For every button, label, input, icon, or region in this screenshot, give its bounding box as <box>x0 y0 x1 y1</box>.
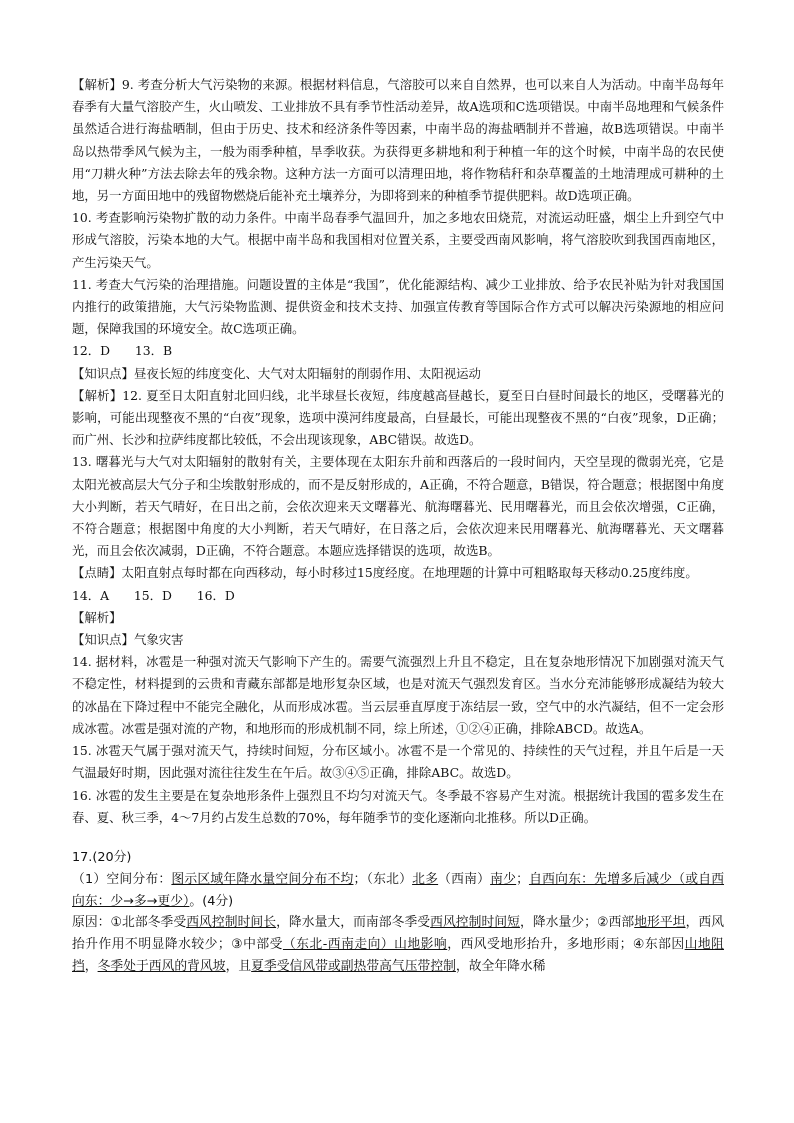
analysis-section <box>72 74 724 829</box>
analysis-q11: 11. 考查大气污染的治理措施。问题设置的主体是“我国”，优化能源结构、减少工业排放、给予农民补贴为针对我国国内推行的政策措施，大气污染物监测、提供资金和技术支持、加强宣传教育等国际合作方式可以解决污染源地的相应问题，保障我国的环境安全。故C选项正确。 <box>72 276 724 337</box>
answers-14-16: 14．A 15．D 16．D <box>72 587 235 603</box>
q17-l1-underlined: 北多 <box>412 871 439 887</box>
q17-l1-underlined: 自西向东：先增多后减少（或自西向东：少→多→更少） <box>72 871 725 909</box>
analysis-q15: 15. 冰雹天气属于强对流天气，持续时间短，分布区域小。冰雹不是一个常见的、持续性的天气过程，并且午后是一天气温最好时期，因此强对流往往发生在午后。故③④⑤正确，排除ABC。故选D。 <box>72 743 724 781</box>
q17-r-part: ，西风抬升作用不明显降水较少；③中部受 <box>72 915 725 953</box>
q17-r-underlined: 地形平坦 <box>634 915 686 931</box>
knowledge-point-12-13: 【知识点】昼夜长短的纬度变化、大气对太阳辐射的削弱作用、太阳视运动 <box>72 365 481 381</box>
q17-reasons <box>72 912 724 977</box>
q17-l1-part: 。(4分) <box>189 893 234 909</box>
question-17-answer <box>72 847 724 978</box>
q17-r-underlined: 西风控制时间短 <box>430 915 520 931</box>
q17-r-part: ，且 <box>225 958 252 974</box>
q17-l1-part: （1）空间分布： <box>72 871 172 887</box>
q17-r-part: 原因：①北部冬季受 <box>72 915 187 931</box>
q17-r-part: ，降水量少；②西部 <box>519 915 635 931</box>
section-gap <box>72 829 724 847</box>
analysis-q13: 13. 曙暮光与大气对太阳辐射的散射有关，主要体现在太阳东升前和西落后的一段时间内，天空呈现的微弱光亮，它是太阳光被高层大气分子和尘埃散射形成的，而不是反射形成的，A正确，不符合题意，B错误，符合题意；根据图中角度大小判断，若天气晴好，在日出之前，会依次迎来天文曙暮光、航海曙暮光、民用曙暮光，而且会依次增强，C正确，不符合题意；根据图中角度的大小判断，若天气晴好，在日落之后，会依次迎来民用曙暮光、航海曙暮光、天文曙暮光，而且会依次减弱，D正确，不符合题意。本题应选择错误的选项，故选B。 <box>72 454 724 559</box>
tip-note: 【点睛】太阳直射点每时都在向西移动，每小时移过15度经度。在地理题的计算中可粗略取每天移动0.25度纬度。 <box>72 565 698 581</box>
q17-l1-part: ； <box>516 871 529 887</box>
knowledge-point-14-16: 【知识点】气象灾害 <box>72 632 184 648</box>
q17-spatial-distribution <box>72 869 724 913</box>
q17-l1-underlined: 南少 <box>490 871 517 887</box>
q17-r-part: ，西风受地形抬升，多地形雨；④东部因 <box>447 937 685 953</box>
answer-page <box>72 74 724 978</box>
analysis-q12: 【解析】12. 夏至日太阳直射北回归线，北半球昼长夜短，纬度越高昼越长，夏至日白昼时间最长的地区，受曙暮光的影响，可能出现整夜不黑的“白夜”现象，选项中漠河纬度最高，白昼最长，可能出现整夜不黑的“白夜”现象，D正确；而广州、长沙和拉萨纬度都比较低，不会出现该现象，ABC错误。故选D。 <box>72 387 724 448</box>
q17-r-part: ，降水量大，而南部冬季受 <box>276 915 431 931</box>
q17-r-underlined: 冬季处于西风的背风坡 <box>97 958 226 974</box>
q17-r-part: ， <box>84 958 98 974</box>
answers-12-13: 12．D 13．B <box>72 343 173 359</box>
analysis-q10: 10. 考查影响污染物扩散的动力条件。中南半岛春季气温回升，加之多地农田烧荒，对流运动旺盛，烟尘上升到空气中形成气溶胶，污染本地的大气。根据中南半岛和我国相对位置关系，主要受西南风影响，将气溶胶吹到我国西南地区，产生污染天气。 <box>72 210 724 270</box>
q17-l1-underlined: 图示区域年降水量空间分布不均 <box>171 871 354 887</box>
analysis-q14: 14. 据材料，冰雹是一种强对流天气影响下产生的。需要气流强烈上升且不稳定，且在复杂地形情况下加剧强对流天气不稳定性，材料提到的云贵和青藏东部都是地形复杂区域，也是对流天气强烈发育区。当水分充沛能够形成凝结为较大的冰晶在下降过程中不能完全融化，从而形成冰雹。当云层垂直厚度于冻结层一致，空气中的水汽凝结，但不一定会形成冰雹。冰雹是强对流的产物，和地形而的形成机制不同，综上所述，①②④正确，排除ABCD。故选A。 <box>72 654 724 736</box>
analysis-heading: 【解析】 <box>72 609 122 625</box>
q17-l1-part: （西南） <box>438 871 491 887</box>
q17-r-part: ，故全年降水稀 <box>455 958 546 974</box>
analysis-q9: 【解析】9. 考查分析大气污染物的来源。根据材料信息，气溶胶可以来自自然界，也可以来自人为活动。中南半岛每年春季有大量气溶胶产生，火山喷发、工业排放不具有季节性活动差异，故A选项和C选项错误。中南半岛地理和气候条件虽然适合进行海盐晒制，但由于历史、技术和经济条件等因素，中南半岛的海盐晒制并不普遍，故B选项错误。中南半岛以热带季风气候为主，一般为雨季种植，旱季收获。为获得更多耕地和利于种植一年的这个时候，中南半岛的农民使用“刀耕火种”方法去除去年的残余物。这种方法一方面可以清理田地，将作物秸秆和杂草覆盖的土地清理成可耕种的土地，另一方面田地中的残留物燃烧后能补充土壤养分，为即将到来的种植季节提供肥料。故D选项正确。 <box>72 77 724 204</box>
analysis-q16: 16. 冰雹的发生主要是在复杂地形条件上强烈且不均匀对流天气。冬季最不容易产生对流。根据统计我国的雹多发生在春、夏、秋三季，4～7月约占发生总数的70%，每年随季节的变化逐渐向北推移。所以D正确。 <box>72 787 724 825</box>
q17-l1-part: ；（东北） <box>353 871 413 887</box>
q17-r-underlined: （东北-西南走向）山地影响 <box>282 937 448 953</box>
q17-r-underlined: 西风控制时间长 <box>186 915 277 931</box>
q17-header: 17.(20分) <box>72 849 132 865</box>
q17-r-underlined: 夏季受信风带或副热带高气压带控制 <box>251 958 456 974</box>
q17-r-underlined: 山地阻挡 <box>72 937 724 974</box>
